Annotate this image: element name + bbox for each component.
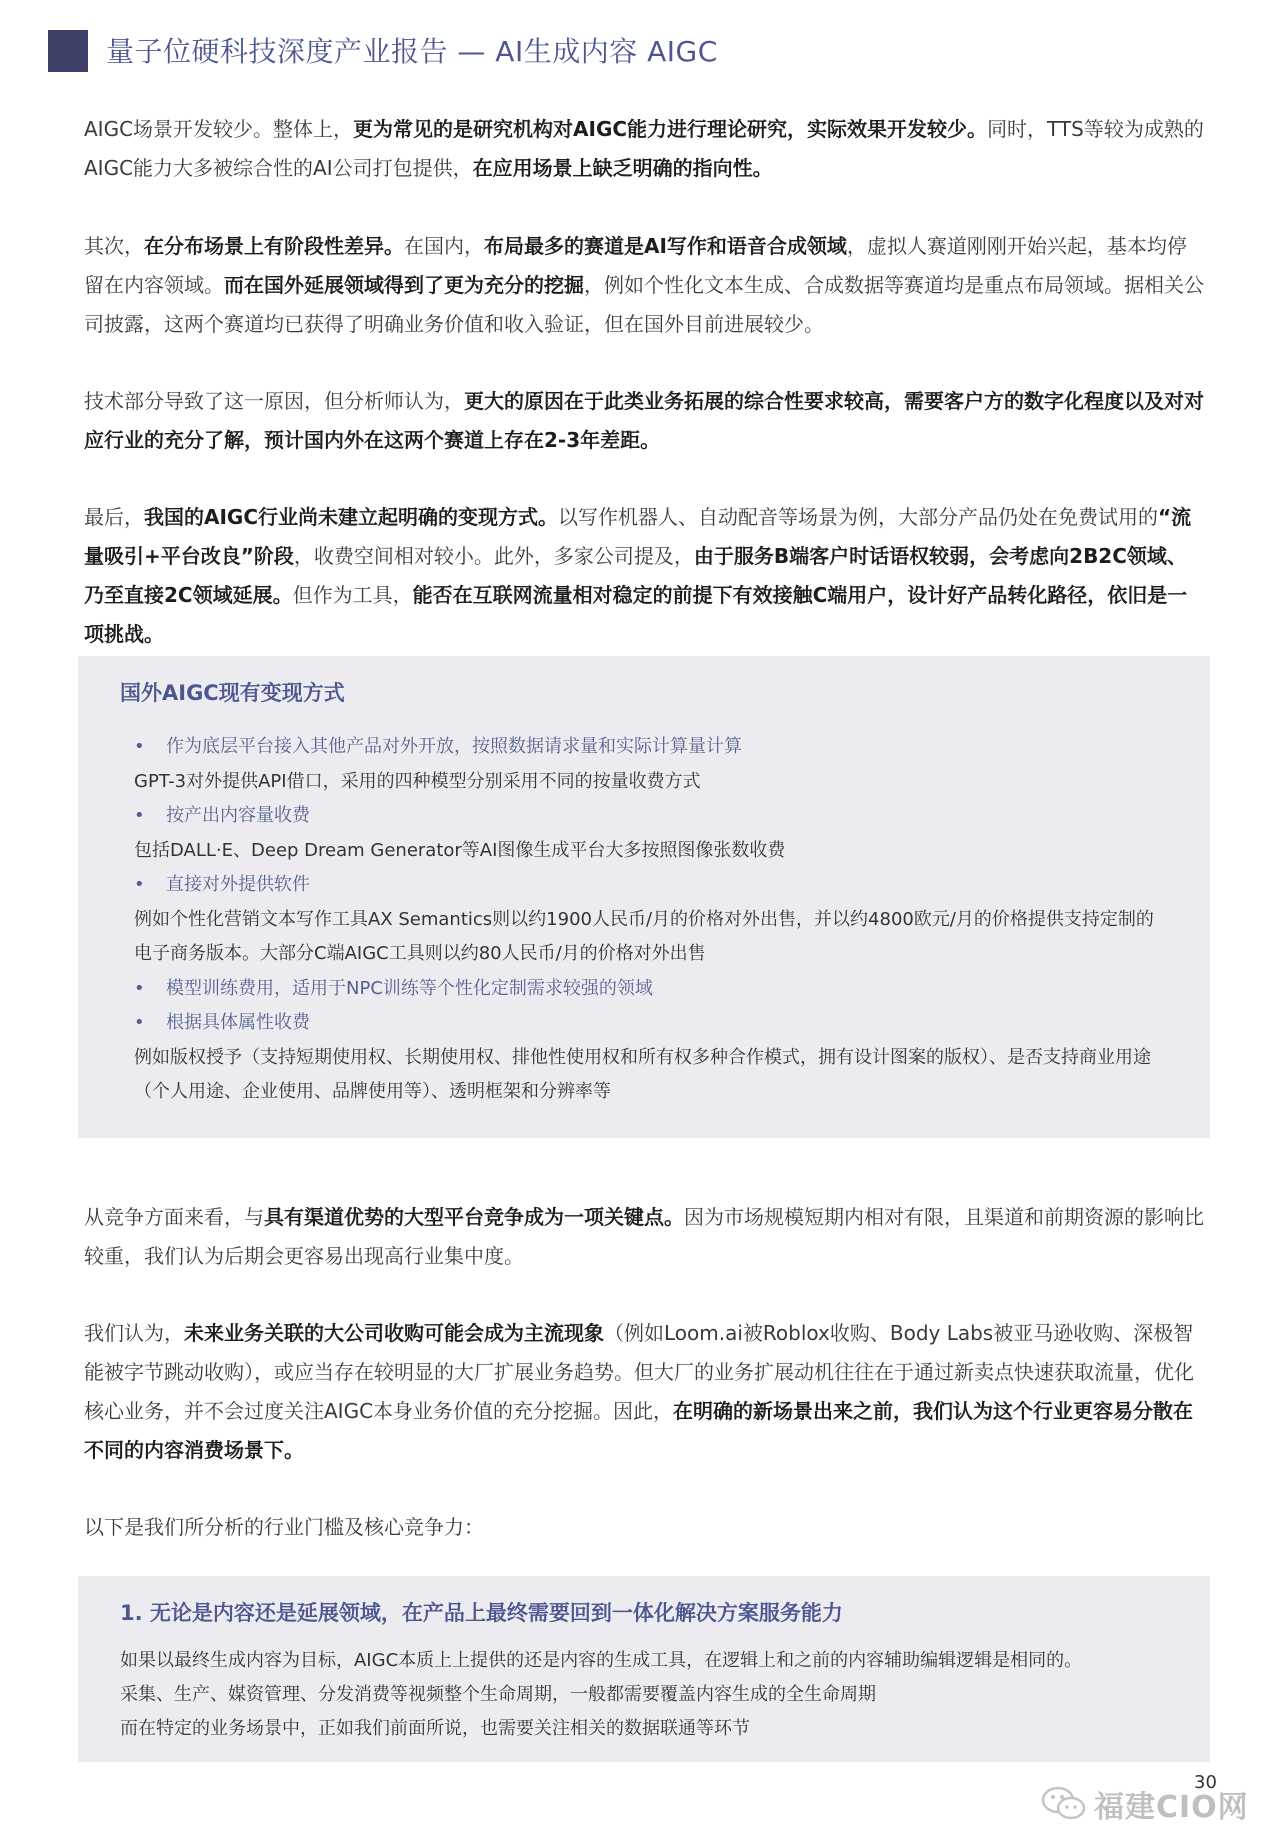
box-title: 国外AIGC现有变现方式: [120, 681, 345, 705]
list-item-heading: [78, 868, 1210, 903]
monetization-box: [78, 656, 1210, 1138]
bullet-icon: •: [134, 977, 145, 999]
body-text: 在国内，: [404, 234, 484, 258]
paragraph-4: [84, 498, 1204, 654]
competency-lines: [120, 1644, 1180, 1746]
list-item-text: 按产出内容量收费: [166, 805, 310, 826]
body-text: 但作为工具，: [292, 583, 413, 607]
body-text: 以下是我们所分析的行业门槛及核心竞争力：: [84, 1515, 484, 1539]
wechat-icon: [1040, 1784, 1088, 1824]
body-text: ，例如个性化文本生成、合成数据等赛道均是重点布局领域。据相关公司披露，这两个赛道均已获得了明确业务价值和收入验证，但在国外目前进展较少。: [84, 273, 1204, 336]
emphasis-text: 能否在互联网流量相对稳定的前提下有效接触C端用户，设计好产品转化路径，依旧是一项挑战。: [84, 583, 1188, 646]
body-text: 同时，TTS等较为成熟的AIGC能力大多被综合性的AI公司打包提供，: [84, 117, 1204, 180]
emphasis-text: 我国的AIGC行业尚未建立起明确的变现方式。: [144, 505, 559, 529]
paragraph-5: [84, 1198, 1204, 1276]
watermark-text: 福建CIO网: [1094, 1790, 1249, 1825]
list-item: 而在特定的业务场景中，正如我们前面所说，也需要关注相关的数据联通等环节: [120, 1718, 750, 1739]
list-item-text: 作为底层平台接入其他产品对外开放，按照数据请求量和实际计算量计算: [166, 736, 742, 757]
page-number: 30: [1194, 1772, 1217, 1793]
emphasis-text: 更为常见的是研究机构对AIGC能力进行理论研究，实际效果开发较少。: [353, 117, 988, 141]
body-text: 因为市场规模短期内相对有限，且渠道和前期资源的影响比较重，我们认为后期会更容易出现高行业集中度。: [84, 1205, 1204, 1268]
list-item-description: [78, 834, 1210, 869]
list-item: 采集、生产、媒资管理、分发消费等视频整个生命周期，一般都需要覆盖内容生成的全生命周期: [120, 1684, 876, 1705]
list-item-text: 根据具体属性收费: [166, 1012, 310, 1033]
list-item-heading: [78, 1006, 1210, 1041]
body-text: 其次，: [84, 234, 144, 258]
list-item-text: 例如版权授予（支持短期使用权、长期使用权、排他性使用权和所有权多种合作模式，拥有设计图案的版权）、是否支持商业用途（个人用途、企业使用、品牌使用等）、透明框架和分辨率等: [134, 1046, 1151, 1102]
list-item-text: 直接对外提供软件: [166, 874, 310, 895]
emphasis-text: 而在国外延展领域得到了更为充分的挖掘: [224, 273, 584, 297]
box-title: 1. 无论是内容还是延展领域，在产品上最终需要回到一体化解决方案服务能力: [120, 1601, 843, 1625]
emphasis-text: “流量吸引+平台改良”阶段: [84, 505, 1192, 568]
list-item: 如果以最终生成内容为目标，AIGC本质上上提供的还是内容的生成工具，在逻辑上和之前的内容辅助编辑逻辑是相同的。: [120, 1650, 1083, 1671]
emphasis-text: 由于服务B端客户时话语权较弱，会考虑向2B2C领域、乃至直接2C领域延展。: [84, 544, 1187, 607]
paragraph-6: [84, 1314, 1204, 1470]
list-item-text: GPT-3对外提供API借口，采用的四种模型分别采用不同的按量收费方式: [134, 770, 701, 792]
paragraph-1: [84, 110, 1204, 188]
emphasis-text: 具有渠道优势的大型平台竞争成为一项关键点。: [264, 1205, 684, 1229]
emphasis-text: 在明确的新场景出来之前，我们认为这个行业更容易分散在不同的内容消费场景下。: [84, 1399, 1194, 1462]
bullet-icon: •: [134, 736, 145, 757]
page-title: 量子位硬科技深度产业报告 — AI生成内容 AIGC: [106, 35, 718, 68]
emphasis-text: 布局最多的赛道是AI写作和语音合成领域: [484, 234, 847, 258]
header-square: [48, 30, 88, 72]
paragraph-2: [84, 227, 1204, 344]
body-text: ，收费空间相对较小。此外，多家公司提及，: [293, 544, 694, 568]
emphasis-text: 更大的原因在于此类业务拓展的综合性要求较高，需要客户方的数字化程度以及对对应行业的充分了解，预计国内外在这两个赛道上存在2-3年差距。: [84, 389, 1204, 452]
emphasis-text: 未来业务关联的大公司收购可能会成为主流现象: [184, 1321, 604, 1345]
list-item-heading: [78, 799, 1210, 834]
list-item-heading: [78, 972, 1210, 1007]
body-text: （例如Loom.ai被Roblox收购、Body Labs被亚马逊收购、深极智能被字节跳动收购），或应当存在较明显的大厂扩展业务趋势。但大厂的业务扩展动机往往在于通过新卖点快速获取流量，优化核心业务，并不会过度关注AIGC本身业务价值的充分挖掘。因此，: [84, 1321, 1194, 1423]
list-item-description: [78, 1041, 1210, 1110]
body-text: ，虚拟人赛道刚刚开始兴起，基本均停留在内容领域。: [84, 234, 1187, 297]
emphasis-text: 在分布场景上有阶段性差异。: [144, 234, 404, 258]
monetization-list: [78, 730, 1210, 1110]
competency-box: [78, 1576, 1210, 1762]
body-text: 最后，: [84, 505, 144, 529]
body-text: 我们认为，: [84, 1321, 184, 1345]
body-text: AIGC场景开发较少。整体上，: [84, 117, 354, 141]
list-item-text: 模型训练费用，适用于NPC训练等个性化定制需求较强的领域: [166, 977, 653, 999]
list-item-description: [78, 903, 1210, 972]
paragraph-3: [84, 382, 1204, 460]
list-item-text: 包括DALL·E、Deep Dream Generator等AI图像生成平台大多按照图像张数收费: [134, 839, 786, 861]
watermark: [1040, 1782, 1249, 1826]
bullet-icon: •: [134, 805, 145, 826]
body-text: 技术部分导致了这一原因，但分析师认为，: [84, 389, 464, 413]
emphasis-text: 在应用场景上缺乏明确的指向性。: [472, 156, 773, 180]
paragraph-7: [84, 1508, 1204, 1547]
list-item-heading: [78, 730, 1210, 765]
list-item-description: [78, 765, 1210, 800]
body-text: 以写作机器人、自动配音等场景为例，大部分产品仍处在免费试用的: [558, 505, 1159, 529]
body-text: 从竞争方面来看，与: [84, 1205, 264, 1229]
bullet-icon: •: [134, 1012, 145, 1033]
list-item-text: 例如个性化营销文本写作工具AX Semantics则以约1900人民币/月的价格对外出售，并以约4800欧元/月的价格提供支持定制的电子商务版本。大部分C端AIGC工具则以约80人民币/月的价格对外出售: [134, 908, 1154, 964]
bullet-icon: •: [134, 874, 145, 895]
